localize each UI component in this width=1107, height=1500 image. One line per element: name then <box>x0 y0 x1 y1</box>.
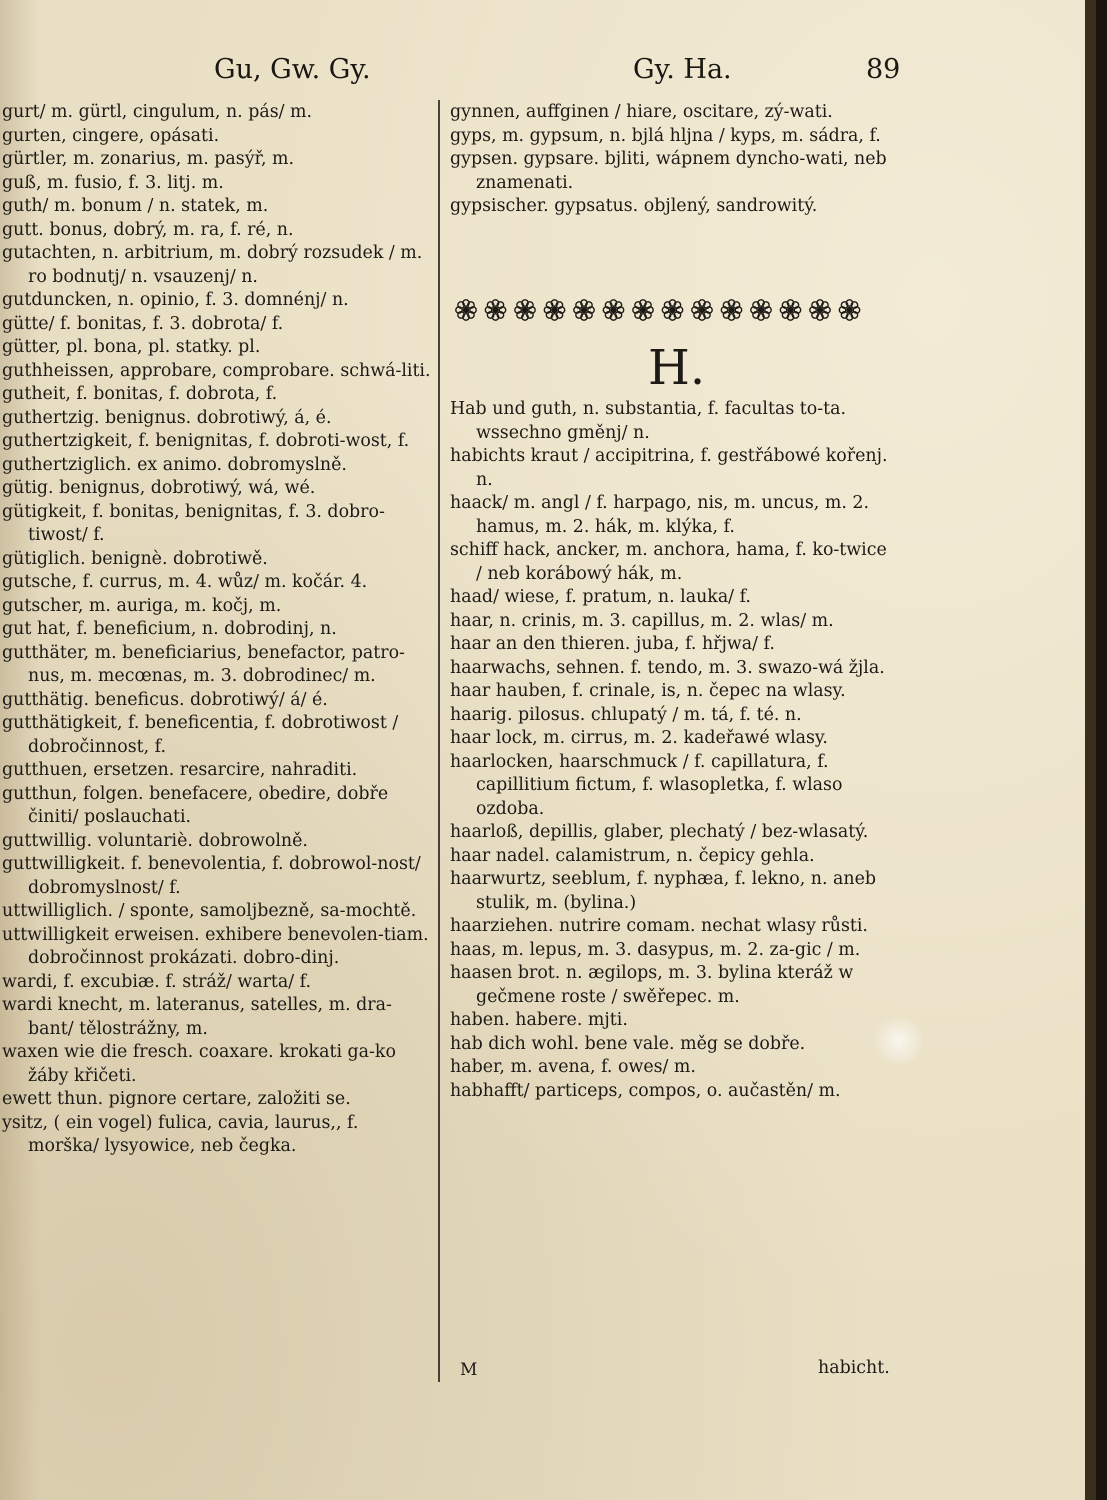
dictionary-entry: haasen brot. n. ægilops, m. 3. bylina kteráž w gečmene roste / swěřepec. m. <box>450 963 854 1007</box>
dictionary-entry: guß, m. fusio, f. 3. litj. m. <box>2 172 224 193</box>
ornament-rosette <box>721 300 741 320</box>
dictionary-entry: waxen wie die fresch. coaxare. krokati ga-ko žáby křičeti. <box>2 1042 396 1086</box>
dictionary-entry: habhafft/ particeps, compos, o. aučastěn/ m. <box>450 1080 841 1101</box>
dictionary-entry: gutachten, n. arbitrium, m. dobrý rozsudek / m. ro bodnutj/ n. vsauzenj/ n. <box>2 243 423 287</box>
dictionary-entry: haar lock, m. cirrus, m. 2. kadeřawé wlasy. <box>450 728 828 748</box>
ornament-rosette <box>456 300 476 320</box>
page-edge <box>1085 0 1096 1500</box>
dictionary-entry: Hab und guth, n. substantia, f. facultas to-ta. wssechno gměnj/ n. <box>450 399 847 443</box>
dictionary-entry: gütiglich. benignè. dobrotiwě. <box>2 548 268 569</box>
ornament-rosette <box>692 300 712 320</box>
ornament-rosette <box>603 300 623 320</box>
dictionary-entry: haar hauben, f. crinale, is, n. čepec na wlasy. <box>450 681 846 701</box>
dictionary-entry: gütigkeit, f. bonitas, benignitas, f. 3. dobro-tiwost/ f. <box>2 501 385 545</box>
section-letter: H. <box>648 340 706 396</box>
dictionary-entry: haar an den thieren. juba, f. hřjwa/ f. <box>450 634 775 654</box>
dictionary-entry: gütte/ f. bonitas, f. 3. dobrota/ f. <box>2 313 284 334</box>
ornament-rosette <box>780 300 800 320</box>
dictionary-entry: guttwillig. voluntariè. dobrowolně. <box>2 830 308 851</box>
ornament-rosette <box>839 300 859 320</box>
ornament-rule <box>450 290 890 330</box>
left-column <box>2 101 434 1159</box>
dictionary-entry: schiff hack, ancker, m. anchora, hama, f. ko-twice / neb korábowý hák, m. <box>450 540 887 584</box>
dictionary-entry: gutsche, f. currus, m. 4. wůz/ m. kočár. 4. <box>2 572 368 592</box>
dictionary-entry: haarwachs, sehnen. f. tendo, m. 3. swazo-wá žjla. <box>450 657 885 678</box>
dictionary-entry: gürtler, m. zonarius, m. pasýř, m. <box>2 149 295 169</box>
paper-stain <box>870 1018 928 1064</box>
dictionary-entry: haben. habere. mjti. <box>450 1010 628 1030</box>
dictionary-entry: gutthätigkeit, f. beneficentia, f. dobrotiwost / dobročinnost, f. <box>2 713 399 757</box>
dictionary-entry: hab dich wohl. bene vale. měg se dobře. <box>450 1033 806 1054</box>
dictionary-entry: gutthuen, ersetzen. resarcire, nahraditi. <box>2 760 358 780</box>
dictionary-entry: guthertziglich. ex animo. dobromyslně. <box>2 454 347 475</box>
dictionary-entry: uttwilliglich. / sponte, samoljbezně, sa-mochtě. <box>2 901 417 921</box>
running-header-left: Gu, Gw. Gy. <box>214 54 371 85</box>
dictionary-entry: guthertzig. benignus. dobrotiwý, á, é. <box>2 407 332 428</box>
dictionary-entry: haar nadel. calamistrum, n. čepicy gehla. <box>450 845 815 866</box>
dictionary-entry: gurten, cingere, opásati. <box>2 125 220 146</box>
dictionary-entry: gypsischer. gypsatus. objlený, sandrowitý. <box>450 196 818 216</box>
dictionary-entry: wardi, f. excubiæ. f. stráž/ warta/ f. <box>2 971 311 992</box>
dictionary-entry: haad/ wiese, f. pratum, n. lauka/ f. <box>450 587 751 607</box>
page-number: 89 <box>866 54 901 85</box>
dictionary-entry: gutheit, f. bonitas, f. dobrota, f. <box>2 384 278 404</box>
right-column-top <box>450 101 896 219</box>
dictionary-entry: guthheissen, approbare, comprobare. schwá-liti. <box>2 360 431 381</box>
column-divider <box>438 100 440 1382</box>
ornament-rosette <box>485 300 505 320</box>
running-header-right: Gy. Ha. <box>633 54 732 85</box>
dictionary-entry: gypsen. gypsare. bjliti, wápnem dyncho-wati, neb znamenati. <box>450 149 887 193</box>
dictionary-entry: guth/ m. bonum / n. statek, m. <box>2 196 269 216</box>
ornament-rosette <box>810 300 830 320</box>
dictionary-entry: ysitz, ( ein vogel) fulica, cavia, laurus,, f. morška/ lysyowice, neb čegka. <box>2 1112 359 1156</box>
dictionary-entry: gutthun, folgen. benefacere, obedire, dobře činiti/ poslauchati. <box>2 783 389 827</box>
dictionary-entry: gurt/ m. gürtl, cingulum, n. pás/ m. <box>2 102 313 122</box>
dictionary-entry: ewett thun. pignore certare, založiti se. <box>2 1089 351 1109</box>
dictionary-entry: haarziehen. nutrire comam. nechat wlasy růsti. <box>450 916 868 936</box>
dictionary-entry: gutthätig. beneficus. dobrotiwý/ á/ é. <box>2 689 328 710</box>
dictionary-entry: guthertzigkeit, f. benignitas, f. dobroti-wost, f. <box>2 431 410 451</box>
dictionary-entry: gut hat, f. beneficium, n. dobrodinj, n. <box>2 619 337 639</box>
ornament-rosette <box>633 300 653 320</box>
signature-mark: M <box>460 1360 478 1380</box>
dictionary-entry: haarlocken, haarschmuck / f. capillatura, f. capillitium fictum, f. wlasopletka, f. wlaso ozdoba. <box>450 751 843 819</box>
dictionary-entry: gyps, m. gypsum, n. bjlá hljna / kyps, m. sádra, f. <box>450 125 881 146</box>
ornament-rosette <box>544 300 564 320</box>
right-column-bottom <box>450 398 896 1103</box>
dictionary-entry: haarloß, depillis, glaber, plechatý / bez-wlasatý. <box>450 822 869 842</box>
dictionary-entry: gutt. bonus, dobrý, m. ra, f. ré, n. <box>2 219 294 240</box>
ornament-rosette <box>574 300 594 320</box>
dictionary-entry: haack/ m. angl / f. harpago, nis, m. uncus, m. 2. hamus, m. 2. hák, m. klýka, f. <box>450 493 869 537</box>
dictionary-entry: gynnen, auffginen / hiare, oscitare, zý-wati. <box>450 102 833 122</box>
dictionary-entry: guttwilligkeit. f. benevolentia, f. dobrowol-nost/ dobromyslnost/ f. <box>2 854 421 898</box>
catchword: habicht. <box>818 1358 890 1378</box>
dictionary-entry: haber, m. avena, f. owes/ m. <box>450 1057 696 1077</box>
dictionary-entry: haarwurtz, seeblum, f. nyphæa, f. lekno, n. aneb stulik, m. (bylina.) <box>450 869 877 913</box>
dictionary-entry: haar, n. crinis, m. 3. capillus, m. 2. wlas/ m. <box>450 610 834 631</box>
dictionary-entry: gutscher, m. auriga, m. kočj, m. <box>2 595 282 616</box>
dictionary-entry: gutduncken, n. opinio, f. 3. domnénj/ n. <box>2 290 349 310</box>
ornament-rosette <box>751 300 771 320</box>
dictionary-entry: haarig. pilosus. chlupatý / m. tá, f. té. n. <box>450 704 802 725</box>
dictionary-entry: gutthäter, m. beneficiarius, benefactor, patro-nus, m. mecœnas, m. 3. dobrodinec/ m. <box>2 642 405 686</box>
dictionary-entry: uttwilligkeit erweisen. exhibere benevolen-tiam. dobročinnost prokázati. dobro-dinj. <box>2 924 429 968</box>
dictionary-entry: gütter, pl. bona, pl. statky. pl. <box>2 337 261 357</box>
dictionary-entry: haas, m. lepus, m. 3. dasypus, m. 2. za-gic / m. <box>450 939 861 960</box>
ornament-rosette <box>515 300 535 320</box>
dictionary-entry: gütig. benignus, dobrotiwý, wá, wé. <box>2 478 316 498</box>
ornament-rosette <box>662 300 682 320</box>
dictionary-entry: habichts kraut / accipitrina, f. gestřábowé kořenj. n. <box>450 446 888 490</box>
dictionary-entry: wardi knecht, m. lateranus, satelles, m. dra-bant/ tělostrážny, m. <box>2 995 392 1039</box>
